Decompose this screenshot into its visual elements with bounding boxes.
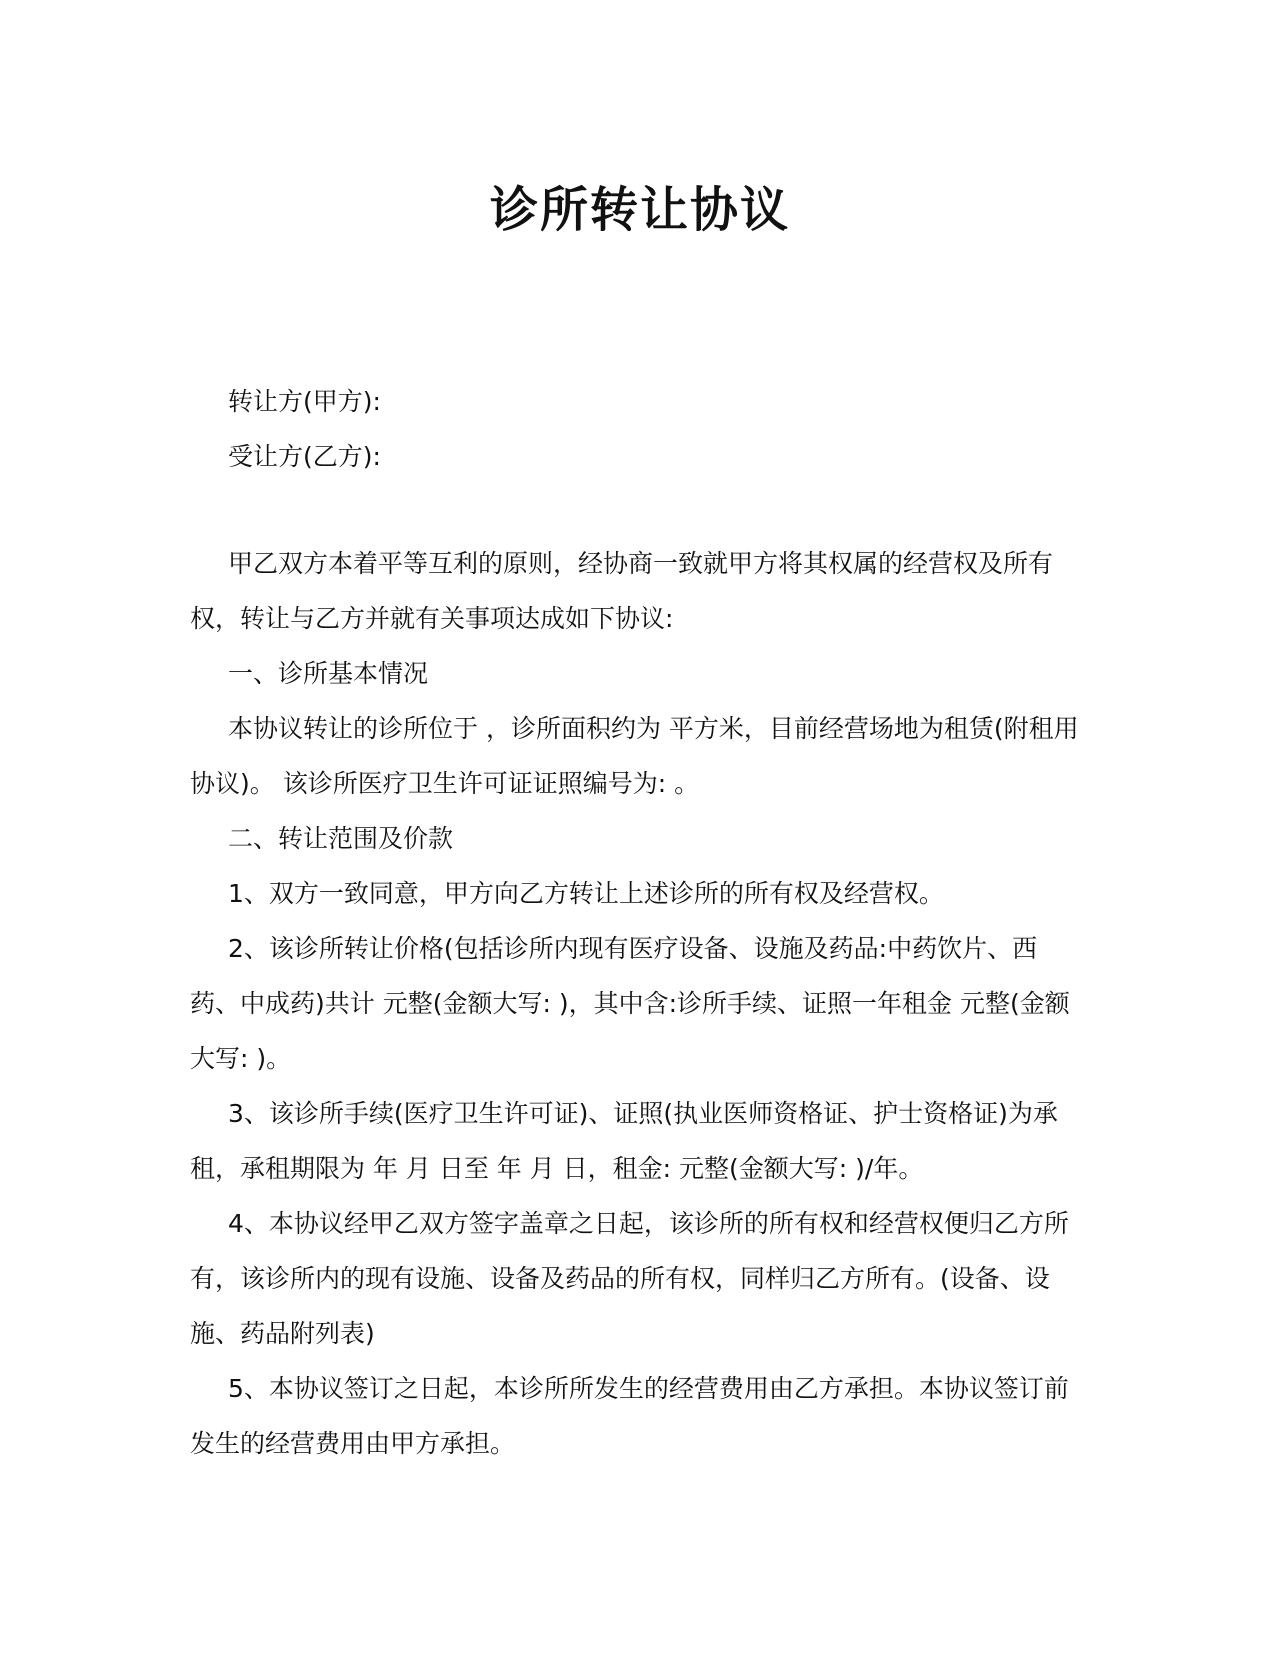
preamble-paragraph: 甲乙双方本着平等互利的原则，经协商一致就甲方将其权属的经营权及所有权，转让与乙方并就有关事项达成如下协议:	[190, 549, 1054, 633]
section2-item-5: 5、本协议签订之日起，本诊所所发生的经营费用由乙方承担。本协议签订前发生的经营费用由甲方承担。	[190, 1374, 1069, 1458]
transferee-line: 受让方(乙方):	[228, 442, 381, 471]
transferor-line: 转让方(甲方):	[228, 387, 381, 416]
section2-item-4: 4、本协议经甲乙双方签字盖章之日起，该诊所的所有权和经营权便归乙方所有，该诊所内的现有设施、设备及药品的所有权，同样归乙方所有。(设备、设施、药品附列表)	[190, 1209, 1069, 1348]
section1-heading: 一、诊所基本情况	[228, 659, 429, 688]
section2-heading: 二、转让范围及价款	[228, 824, 454, 853]
section2-item-2: 2、该诊所转让价格(包括诊所内现有医疗设备、设施及药品:中药饮片、西药、中成药)共计 元整(金额大写: )，其中含:诊所手续、证照一年租金 元整(金额大写: )。	[190, 934, 1070, 1073]
document-body	[190, 374, 1080, 1471]
document-title: 诊所转让协议	[489, 182, 790, 238]
section1-paragraph: 本协议转让的诊所位于 ，诊所面积约为 平方米，目前经营场地为租赁(附租用协议)。 该诊所医疗卫生许可证证照编号为: 。	[190, 714, 1079, 798]
section2-item-1: 1、双方一致同意，甲方向乙方转让上述诊所的所有权及经营权。	[228, 879, 944, 908]
section2-item-3: 3、该诊所手续(医疗卫生许可证)、证照(执业医师资格证、护士资格证)为承租，承租期限为 年 月 日至 年 月 日，租金: 元整(金额大写: )/年。	[190, 1099, 1058, 1183]
spacer	[190, 484, 1080, 536]
